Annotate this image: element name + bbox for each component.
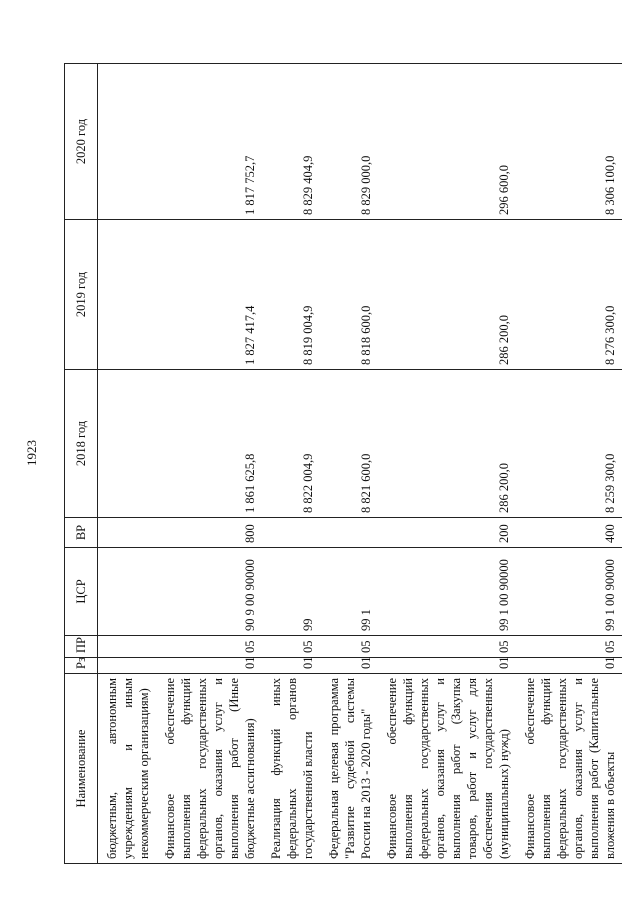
row-csr: 90 9 00 90000 <box>156 548 262 636</box>
row-pr: 05 <box>262 636 320 658</box>
table-row <box>156 64 262 864</box>
row-2018: 286 200,0 <box>378 370 516 518</box>
row-csr: 99 <box>262 548 320 636</box>
header-pr: ПР <box>65 636 98 658</box>
row-vr: 400 <box>516 518 622 548</box>
row-rz: 01 <box>262 658 320 674</box>
header-csr: ЦСР <box>65 548 98 636</box>
row-name: бюджетным, автономным учреждениям и иным некоммерческим организациям) <box>98 674 157 864</box>
row-2020 <box>98 64 157 220</box>
table-header-row <box>65 64 98 864</box>
row-vr <box>320 518 378 548</box>
row-name: Реализация функций иных федеральных органов государственной власти <box>262 674 320 864</box>
row-pr: 05 <box>378 636 516 658</box>
table-row <box>262 64 320 864</box>
header-2018: 2018 год <box>65 370 98 518</box>
row-2019: 8 819 004,9 <box>262 220 320 370</box>
row-2020: 296 600,0 <box>378 64 516 220</box>
row-2020: 1 817 752,7 <box>156 64 262 220</box>
row-csr <box>98 548 157 636</box>
row-rz <box>98 658 157 674</box>
row-name: Финансовое обеспечение выполнения функций федеральных государственных органов, оказания услуг и выполнения работ (Капитальные вложения в объекты <box>516 674 622 864</box>
row-name: Федеральная целевая программа "Развитие судебной системы России на 2013 - 2020 годы" <box>320 674 378 864</box>
row-vr <box>98 518 157 548</box>
row-2019: 1 827 417,4 <box>156 220 262 370</box>
header-2019: 2019 год <box>65 220 98 370</box>
row-csr: 99 1 00 90000 <box>516 548 622 636</box>
row-pr <box>98 636 157 658</box>
page-number: 1923 <box>24 440 39 466</box>
row-pr: 05 <box>156 636 262 658</box>
row-2020: 8 829 404,9 <box>262 64 320 220</box>
row-rz: 01 <box>378 658 516 674</box>
row-csr: 99 1 00 90000 <box>378 548 516 636</box>
row-rz: 01 <box>320 658 378 674</box>
row-2020: 8 306 100,0 <box>516 64 622 220</box>
budget-table <box>64 63 622 864</box>
row-name: Финансовое обеспечение выполнения функций федеральных государственных органов, оказания услуг и выполнения работ (Закупка товаров, работ и услуг для обеспечения государственных (муниципальных) нужд) <box>378 674 516 864</box>
row-name: Финансовое обеспечение выполнения функций федеральных государственных органов, оказания услуг и выполнения работ (Иные бюджетные ассигнования) <box>156 674 262 864</box>
row-csr: 99 1 <box>320 548 378 636</box>
row-rz: 01 <box>516 658 622 674</box>
row-pr: 05 <box>320 636 378 658</box>
table-row <box>320 64 378 864</box>
table-row <box>516 64 622 864</box>
header-rz: Рз <box>65 658 98 674</box>
row-2019 <box>98 220 157 370</box>
table-row <box>378 64 516 864</box>
row-2019: 8 818 600,0 <box>320 220 378 370</box>
row-2018 <box>98 370 157 518</box>
row-pr: 05 <box>516 636 622 658</box>
row-vr: 200 <box>378 518 516 548</box>
row-rz: 01 <box>156 658 262 674</box>
table-row <box>98 64 157 864</box>
row-2018: 8 259 300,0 <box>516 370 622 518</box>
row-2020: 8 829 000,0 <box>320 64 378 220</box>
header-2020: 2020 год <box>65 64 98 220</box>
row-2018: 8 821 600,0 <box>320 370 378 518</box>
rotated-table-container <box>64 64 617 864</box>
row-vr: 800 <box>156 518 262 548</box>
header-name: Наименование <box>65 674 98 864</box>
row-2018: 8 822 004,9 <box>262 370 320 518</box>
row-2019: 286 200,0 <box>378 220 516 370</box>
row-2018: 1 861 625,8 <box>156 370 262 518</box>
header-vr: ВР <box>65 518 98 548</box>
row-2019: 8 276 300,0 <box>516 220 622 370</box>
row-vr <box>262 518 320 548</box>
